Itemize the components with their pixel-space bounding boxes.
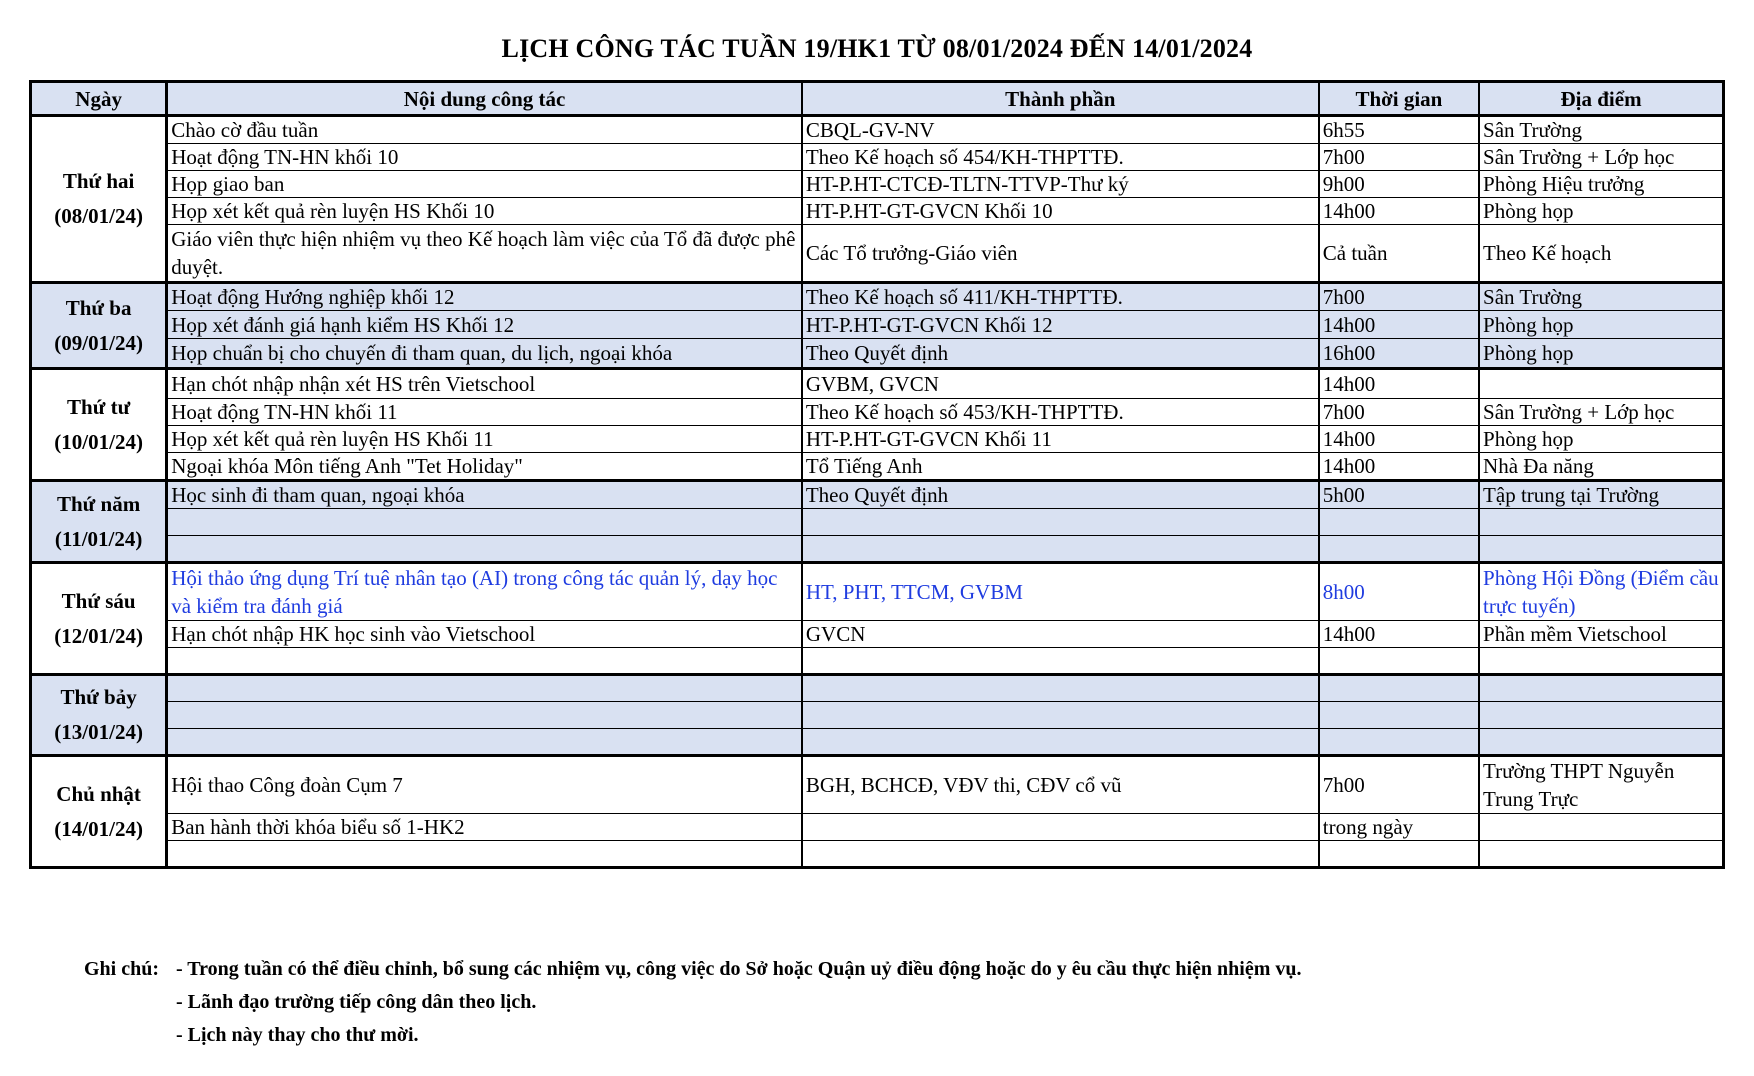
day-name: Chủ nhật (56, 781, 141, 806)
schedule-row (31, 426, 1724, 453)
content-cell: Hạn chót nhập HK học sinh vào Vietschool (167, 621, 802, 648)
members-cell: Theo Kế hoạch số 454/KH-THPTTĐ. (802, 144, 1319, 171)
day-date: (08/01/24) (54, 204, 143, 228)
schedule-row (31, 536, 1724, 563)
members-cell: HT-P.HT-GT-GVCN Khối 11 (802, 426, 1319, 453)
schedule-row (31, 399, 1724, 426)
schedule-row (31, 144, 1724, 171)
time-cell: 5h00 (1319, 481, 1479, 509)
schedule-row (31, 814, 1724, 841)
members-cell: HT-P.HT-GT-GVCN Khối 10 (802, 198, 1319, 225)
place-cell (1479, 509, 1723, 536)
time-cell (1319, 509, 1479, 536)
time-cell: 14h00 (1319, 426, 1479, 453)
content-cell: Ngoại khóa Môn tiếng Anh "Tet Holiday" (167, 453, 802, 481)
schedule-row (31, 339, 1724, 369)
notes-label: Ghi chú: (84, 958, 160, 980)
schedule-row (31, 198, 1724, 225)
time-cell: 8h00 (1319, 563, 1479, 621)
time-cell: trong ngày (1319, 814, 1479, 841)
members-cell: BGH, BCHCĐ, VĐV thi, CĐV cổ vũ (802, 756, 1319, 814)
day-date: (13/01/24) (54, 720, 143, 744)
day-name: Thứ hai (62, 169, 135, 193)
place-cell (1479, 648, 1723, 675)
day-cell (31, 116, 167, 283)
place-cell: Sân Trường + Lớp học (1479, 399, 1723, 426)
place-cell (1479, 369, 1723, 399)
schedule-row (31, 283, 1724, 311)
content-cell (167, 648, 802, 675)
members-cell: HT-P.HT-GT-GVCN Khối 12 (802, 311, 1319, 339)
notes-section (84, 953, 1302, 1052)
time-cell (1319, 536, 1479, 563)
schedule-row (31, 621, 1724, 648)
day-cell (31, 675, 167, 756)
schedule-row (31, 841, 1724, 868)
content-cell: Hoạt động Hướng nghiệp khối 12 (167, 283, 802, 311)
place-cell: Sân Trường (1479, 116, 1723, 144)
time-cell (1319, 702, 1479, 729)
content-cell: Chào cờ đầu tuần (167, 116, 802, 144)
day-name: Thứ tư (67, 394, 131, 419)
place-cell: Tập trung tại Trường (1479, 481, 1723, 509)
content-cell: Hội thảo ứng dụng Trí tuệ nhân tạo (AI) trong công tác quản lý, dạy học và kiểm tra đánh giá (167, 563, 802, 621)
time-cell: 9h00 (1319, 171, 1479, 198)
day-date: (12/01/24) (54, 623, 143, 648)
members-cell (802, 675, 1319, 702)
members-cell: Theo Kế hoạch số 411/KH-THPTTĐ. (802, 283, 1319, 311)
content-cell: Họp xét kết quả rèn luyện HS Khối 10 (167, 198, 802, 225)
members-cell: GVCN (802, 621, 1319, 648)
place-cell: Phòng họp (1479, 339, 1723, 369)
time-cell: 7h00 (1319, 756, 1479, 814)
place-cell (1479, 814, 1723, 841)
schedule-row (31, 756, 1724, 814)
time-cell: 7h00 (1319, 399, 1479, 426)
place-cell (1479, 729, 1723, 756)
place-cell: Nhà Đa năng (1479, 453, 1723, 481)
time-cell: 16h00 (1319, 339, 1479, 369)
schedule-row (31, 225, 1724, 283)
header-members: Thành phần (802, 82, 1319, 116)
schedule-row (31, 453, 1724, 481)
content-cell: Giáo viên thực hiện nhiệm vụ theo Kế hoạch làm việc của Tổ đã được phê duyệt. (167, 225, 802, 283)
time-cell: 7h00 (1319, 144, 1479, 171)
members-cell (802, 841, 1319, 868)
members-cell (802, 814, 1319, 841)
day-name: Thứ ba (65, 295, 132, 320)
members-cell (802, 509, 1319, 536)
place-cell: Sân Trường (1479, 283, 1723, 311)
day-name: Thứ bảy (60, 685, 137, 709)
members-cell: Theo Kế hoạch số 453/KH-THPTTĐ. (802, 399, 1319, 426)
schedule-row (31, 563, 1724, 621)
place-cell (1479, 841, 1723, 868)
time-cell: 6h55 (1319, 116, 1479, 144)
time-cell (1319, 675, 1479, 702)
day-cell (31, 563, 167, 675)
members-cell: GVBM, GVCN (802, 369, 1319, 399)
content-cell: Họp giao ban (167, 171, 802, 198)
content-cell: Hoạt động TN-HN khối 11 (167, 399, 802, 426)
place-cell (1479, 536, 1723, 563)
day-date: (11/01/24) (54, 526, 143, 551)
place-cell (1479, 702, 1723, 729)
members-cell: Các Tổ trưởng-Giáo viên (802, 225, 1319, 283)
place-cell: Phòng họp (1479, 426, 1723, 453)
place-cell: Phòng Hội Đồng (Điểm cầu trực tuyến) (1479, 563, 1723, 621)
schedule-row (31, 369, 1724, 399)
day-date: (10/01/24) (54, 429, 143, 454)
time-cell (1319, 841, 1479, 868)
members-cell: CBQL-GV-NV (802, 116, 1319, 144)
members-cell (802, 648, 1319, 675)
schedule-row (31, 481, 1724, 509)
members-cell: HT-P.HT-CTCĐ-TLTN-TTVP-Thư ký (802, 171, 1319, 198)
content-cell (167, 729, 802, 756)
header-row (31, 82, 1724, 116)
day-name: Thứ năm (57, 491, 141, 516)
day-cell (31, 369, 167, 481)
note-item: - Lãnh đạo trường tiếp công dân theo lịch. (176, 991, 537, 1013)
members-cell (802, 702, 1319, 729)
members-cell (802, 536, 1319, 563)
time-cell: 14h00 (1319, 198, 1479, 225)
day-name: Thứ sáu (61, 588, 136, 613)
content-cell: Ban hành thời khóa biểu số 1-HK2 (167, 814, 802, 841)
members-cell: Theo Quyết định (802, 339, 1319, 369)
content-cell (167, 841, 802, 868)
time-cell: 7h00 (1319, 283, 1479, 311)
content-cell: Họp chuẩn bị cho chuyến đi tham quan, du lịch, ngoại khóa (167, 339, 802, 369)
header-day: Ngày (31, 82, 167, 116)
content-cell (167, 509, 802, 536)
place-cell: Phần mềm Vietschool (1479, 621, 1723, 648)
schedule-row (31, 648, 1724, 675)
day-cell (31, 481, 167, 563)
schedule-row (31, 311, 1724, 339)
place-cell: Trường THPT Nguyễn Trung Trực (1479, 756, 1723, 814)
content-cell: Hội thao Công đoàn Cụm 7 (167, 756, 802, 814)
schedule-row (31, 116, 1724, 144)
members-cell (802, 729, 1319, 756)
schedule-row (31, 509, 1724, 536)
content-cell: Hoạt động TN-HN khối 10 (167, 144, 802, 171)
place-cell: Phòng họp (1479, 311, 1723, 339)
schedule-row (31, 702, 1724, 729)
members-cell: HT, PHT, TTCM, GVBM (802, 563, 1319, 621)
header-content: Nội dung công tác (167, 82, 802, 116)
content-cell (167, 675, 802, 702)
time-cell: Cả tuần (1319, 225, 1479, 283)
place-cell: Phòng họp (1479, 198, 1723, 225)
place-cell: Sân Trường + Lớp học (1479, 144, 1723, 171)
schedule-row (31, 171, 1724, 198)
place-cell: Theo Kế hoạch (1479, 225, 1723, 283)
day-cell (31, 756, 167, 868)
members-cell: Tổ Tiếng Anh (802, 453, 1319, 481)
content-cell (167, 536, 802, 563)
members-cell: Theo Quyết định (802, 481, 1319, 509)
content-cell (167, 702, 802, 729)
schedule-table (29, 80, 1725, 869)
day-date: (14/01/24) (54, 816, 143, 841)
header-place: Địa điểm (1479, 82, 1723, 116)
time-cell: 14h00 (1319, 311, 1479, 339)
place-cell: Phòng Hiệu trưởng (1479, 171, 1723, 198)
content-cell: Hạn chót nhập nhận xét HS trên Vietschool (167, 369, 802, 399)
day-cell (31, 283, 167, 369)
time-cell: 14h00 (1319, 453, 1479, 481)
note-item: - Lịch này thay cho thư mời. (176, 1024, 419, 1046)
note-item: - Trong tuần có thể điều chỉnh, bổ sung các nhiệm vụ, công việc do Sở hoặc Quận uỷ điều động hoặc do y êu cầu thực hiện nhiệm vụ. (176, 958, 1302, 980)
time-cell (1319, 648, 1479, 675)
header-time: Thời gian (1319, 82, 1479, 116)
content-cell: Học sinh đi tham quan, ngoại khóa (167, 481, 802, 509)
day-date: (09/01/24) (54, 330, 143, 355)
schedule-body (31, 116, 1724, 868)
time-cell: 14h00 (1319, 369, 1479, 399)
time-cell (1319, 729, 1479, 756)
content-cell: Họp xét kết quả rèn luyện HS Khối 11 (167, 426, 802, 453)
page-title: LỊCH CÔNG TÁC TUẦN 19/HK1 TỪ 08/01/2024 ĐẾN 14/01/2024 (501, 34, 1253, 63)
schedule-row (31, 675, 1724, 702)
schedule-row (31, 729, 1724, 756)
time-cell: 14h00 (1319, 621, 1479, 648)
place-cell (1479, 675, 1723, 702)
content-cell: Họp xét đánh giá hạnh kiểm HS Khối 12 (167, 311, 802, 339)
